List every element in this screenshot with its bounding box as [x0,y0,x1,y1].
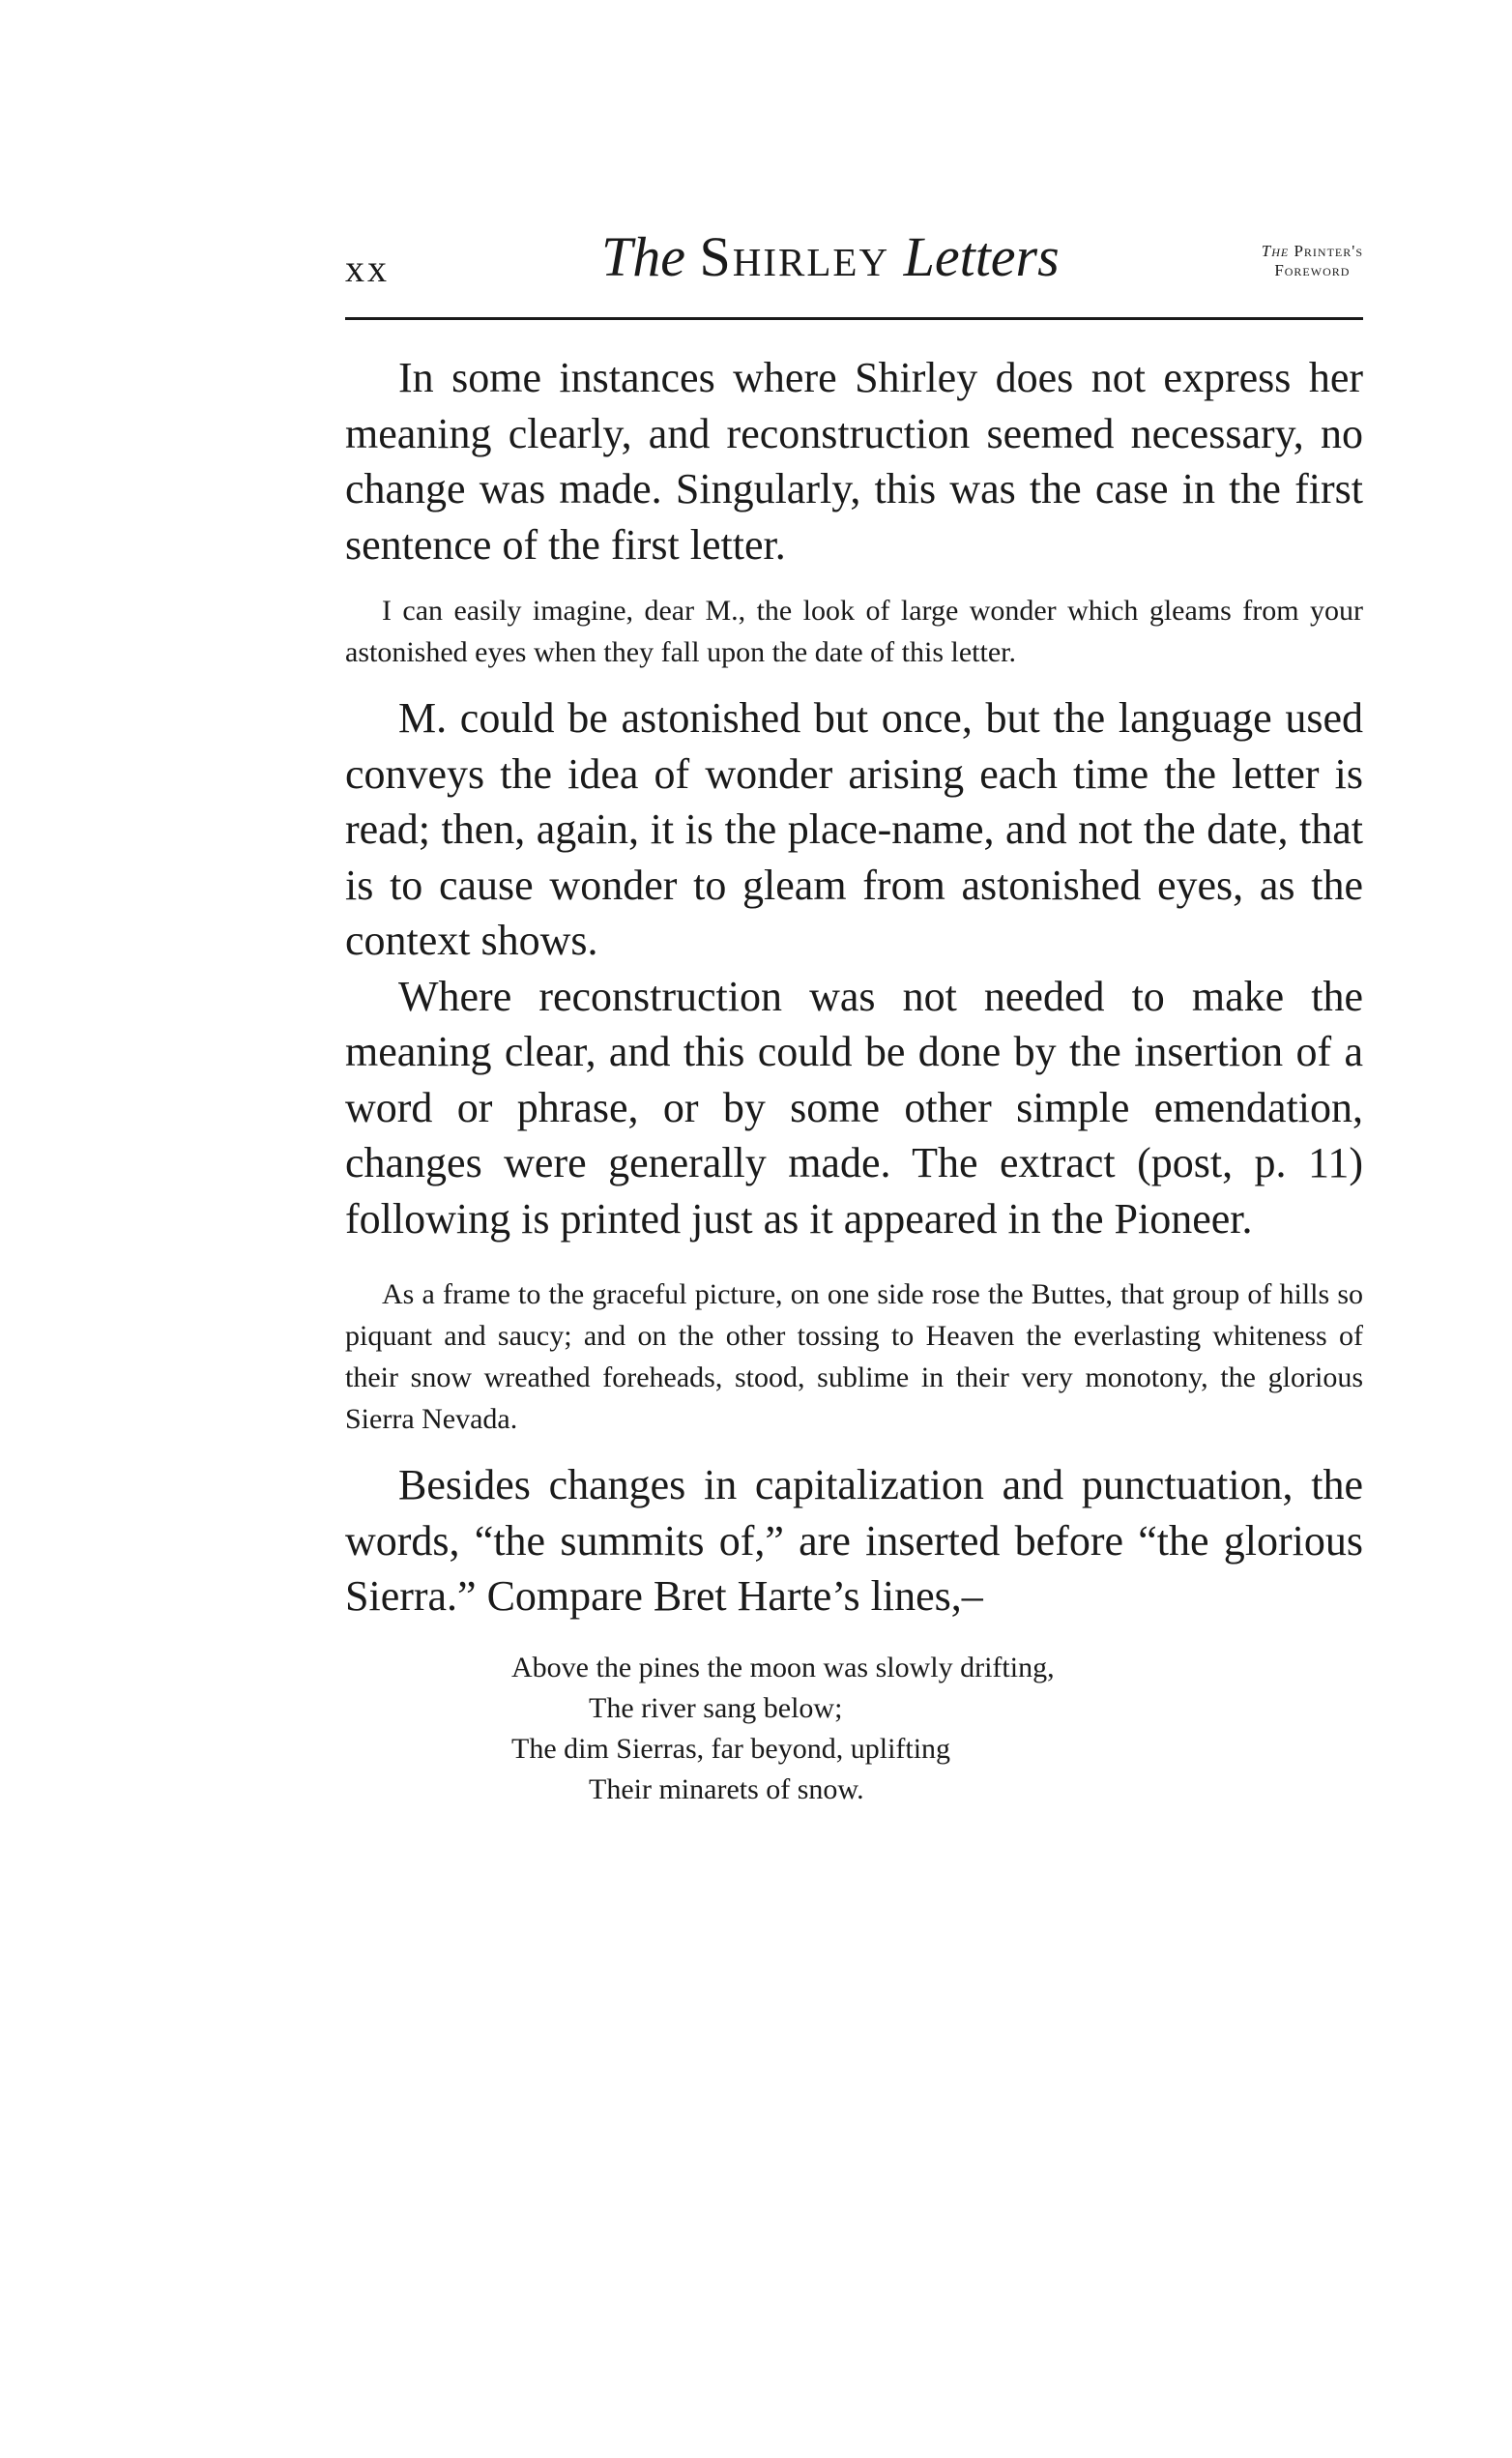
running-header [345,224,1363,302]
paragraph-3: Where reconstruction was not needed to make the meaning clear, and this could be done by the insertion of a word or phrase, or by some other simple emendation, changes were generally made. The extract (post, p. 11) following is printed just as it appeared in the Pioneer. [345,972,1363,1243]
header-rule [345,317,1363,320]
running-title-shirley: Shirley [699,225,890,288]
section-marker-line-1 [1262,242,1363,261]
page-body [345,350,1363,1810]
section-marker [1262,242,1363,280]
paragraph-4: Besides changes in capitalization and punctuation, the words, “the summits of,” are inserted before “the glorious Sierra.” Compare Bret Harte’s lines,– [345,1461,1363,1620]
running-title [601,224,1060,289]
paragraph-2: M. could be astonished but once, but the language used conveys the idea of wonder arising each time the letter is read; then, again, it is the place-name, and not the date, that is to cause wonder to gleam from astonished eyes, as the context shows. [345,694,1363,964]
section-marker-line-2: Foreword [1274,261,1351,279]
page-number: xx [345,247,390,290]
running-title-letters: Letters [903,225,1060,288]
verse-line-3: The dim Sierras, far beyond, uplifting [511,1732,951,1765]
verse-line-1: Above the pines the moon was slowly drifting, [511,1651,1055,1683]
quotation-2: As a frame to the graceful picture, on one side rose the Buttes, that group of hills so piquant and saucy; and on the other tossing to Heaven the everlasting whiteness of their snow wreathed foreheads, stood, sublime in their very monotony, the glorious Sierra Nevada. [345,1278,1363,1435]
quotation-1: I can easily imagine, dear M., the look of large wonder which gleams from your astonished eyes when they fall upon the date of this letter. [345,595,1363,668]
verse-line-2: The river sang below; [589,1691,843,1724]
verse-quotation [511,1648,1363,1810]
running-title-the: The [601,225,685,288]
section-marker-the: The [1261,242,1290,260]
verse-line-4: Their minarets of snow. [589,1772,864,1805]
paragraph-1: In some instances where Shirley does not express her meaning clearly, and reconstruction seemed necessary, no change was made. Singularly, this was the case in the first sentence of the first letter. [345,354,1363,569]
section-marker-printers: Printer's [1294,242,1363,260]
